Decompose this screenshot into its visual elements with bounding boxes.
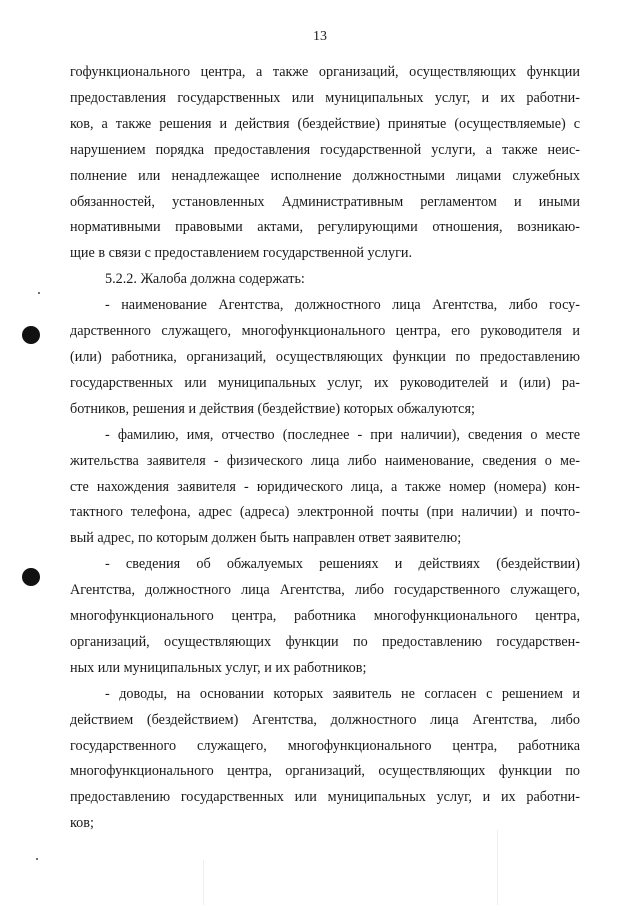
text-line: ков; [70, 815, 94, 832]
text-line: - фамилию, имя, отчество (последнее - при наличии), сведения о месте [105, 426, 580, 443]
text-line: сте нахождения заявителя - юридического лица, а также номер (номера) кон- [70, 478, 580, 495]
text-line: - доводы, на основании которых заявитель не согласен с решением и [105, 685, 580, 702]
text-line: обязанностей, установленных Административным регламентом и иными [70, 193, 580, 210]
section-heading: 5.2.2. Жалоба должна содержать: [105, 271, 305, 288]
text-line: многофункционального центра, организаций, осуществляющих функции по [70, 763, 580, 780]
text-line: вый адрес, по которым должен быть направлен ответ заявителю; [70, 530, 462, 547]
text-line: организаций, осуществляющих функции по предоставлению государствен- [70, 633, 580, 650]
scan-speck [36, 858, 38, 860]
text-line: предоставлению государственных или муниципальных услуг, и их работни- [70, 789, 580, 806]
text-line: государственных или муниципальных услуг, их руководителей и (или) ра- [70, 374, 580, 391]
document-body [70, 60, 580, 837]
page-number: 13 [313, 29, 327, 44]
text-line: - сведения об обжалуемых решениях и действиях (бездействии) [105, 556, 580, 573]
text-line: государственного служащего, многофункционального центра, работника [70, 737, 580, 754]
text-line: дарственного служащего, многофункционального центра, его руководителя и [70, 323, 580, 340]
text-line: - наименование Агентства, должностного лица Агентства, либо госу- [105, 297, 580, 314]
text-line: ков, а также решения и действия (бездействие) принятые (осуществляемые) с [70, 115, 580, 132]
text-line: гофункционального центра, а также организаций, осуществляющих функции [70, 64, 580, 80]
scan-edge-line [203, 860, 204, 905]
text-line: тактного телефона, адрес (адреса) электронной почты (при наличии) и почто- [70, 504, 580, 521]
text-line: (или) работника, организаций, осуществляющих функции по предоставлению [70, 348, 580, 365]
text-line: Агентства, должностного лица Агентства, либо государственного служащего, [70, 582, 580, 599]
text-line: предоставления государственных или муниципальных услуг, и их работни- [70, 89, 580, 106]
text-line: многофункционального центра, работника многофункционального центра, [70, 608, 580, 625]
text-line: жительства заявителя - физического лица либо наименование, сведения о ме- [70, 452, 580, 469]
scan-edge-line [497, 830, 498, 905]
text-line: щие в связи с предоставлением государственной услуги. [70, 245, 413, 262]
text-line: ботников, решения и действия (бездействие) которых обжалуются; [70, 400, 475, 417]
text-line: нормативными правовыми актами, регулирующими отношения, возникаю- [70, 219, 580, 236]
text-line: действием (бездействием) Агентства, должностного лица Агентства, либо [70, 711, 580, 728]
text-line: полнение или ненадлежащее исполнение должностными лицами служебных [70, 167, 580, 184]
text-line: ных или муниципальных услуг, и их работников; [70, 659, 367, 676]
punch-hole-top [22, 326, 40, 344]
punch-hole-bottom [22, 568, 40, 586]
text-line: нарушением порядка предоставления государственной услуги, а также неис- [70, 141, 580, 158]
scan-speck [38, 292, 40, 294]
